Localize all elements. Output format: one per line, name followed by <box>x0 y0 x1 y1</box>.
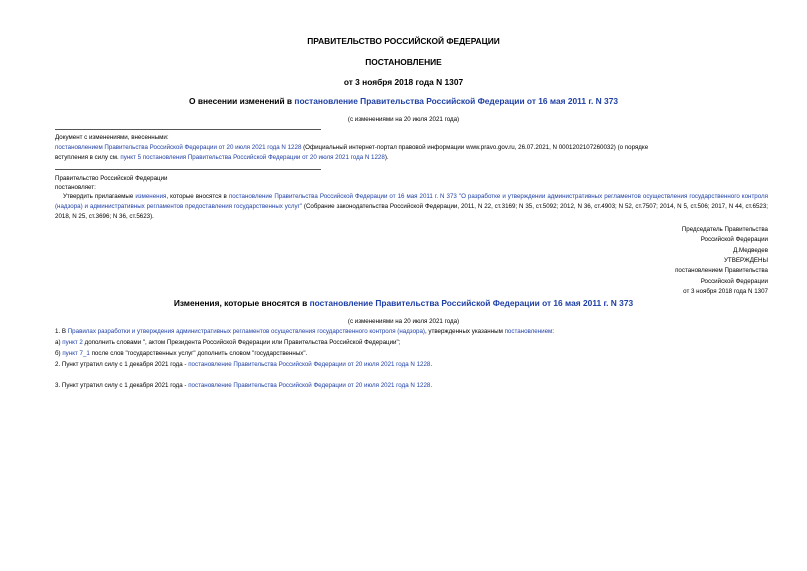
changes-revision-note: (с изменениями на 20 июля 2021 года) <box>347 318 460 325</box>
item-3 <box>55 382 432 390</box>
document-title <box>0 96 807 106</box>
changes-title <box>0 298 807 308</box>
approval-line-2: постановлением Правительства <box>675 267 768 274</box>
changes-text-2: вступления в силу см. <box>55 154 121 161</box>
resolution-373-link[interactable]: постановление Правительства Российской Федерации от 16 мая 2011 г. N 373 "О разработке и утверждении административных регламентов осуществления государственного контроля (надзора) и административных регламентов предоставления государственных услуг" <box>55 193 768 210</box>
divider <box>55 129 321 130</box>
main-paragraph <box>55 192 768 222</box>
main-paragraph-start: Утвердить прилагаемые <box>63 193 136 200</box>
government-heading: ПРАВИТЕЛЬСТВО РОССИЙСКОЙ ФЕДЕРАЦИИ <box>307 36 500 46</box>
entry-into-force-link[interactable]: пункт 5 постановления Правительства Российской Федерации от 20 июля 2021 года N 1228 <box>120 154 385 161</box>
item-3-link[interactable]: постановление Правительства Российской Федерации от 20 июля 2021 года N 1228 <box>188 382 431 389</box>
document-type: ПОСТАНОВЛЕНИЕ <box>365 57 442 67</box>
document-date-number: от 3 ноября 2018 года N 1307 <box>343 77 464 87</box>
item-2-link[interactable]: постановление Правительства Российской Федерации от 20 июля 2021 года N 1228 <box>188 361 431 368</box>
item-3-end: . <box>430 382 433 389</box>
amendments-link[interactable]: изменения <box>135 193 167 200</box>
changes-title-link[interactable]: постановление Правительства Российской Федерации от 16 мая 2011 г. N 373 <box>309 298 634 308</box>
item-1-prefix: 1. В <box>55 328 68 335</box>
approval-line-4: от 3 ноября 2018 года N 1307 <box>683 288 768 295</box>
resolves-line: постановляет: <box>55 184 96 191</box>
item-1 <box>55 328 554 336</box>
changes-text-1: (Официальный интернет-портал правовой информации www.pravo.gov.ru, 26.07.2021, N 0001202107260032) (о порядке <box>301 144 649 151</box>
main-paragraph-mid: , которые вносятся в <box>166 193 229 200</box>
item-1-mid: , утвержденных указанным <box>424 328 505 335</box>
changes-text-3: ). <box>384 154 389 161</box>
main-paragraph-end: (Собрание законодательства Российской Федерации, 2011, N 22, ст.3169; N 35, ст.5092; 2012, N 36, ст.4903; N 52, ст.7507; 2014, N 5, ст.506; 2017, N 44, ст.6523; 2018, N 25, ст.3696; N 36, ст.5623). <box>55 203 768 220</box>
divider <box>55 169 321 170</box>
item-b <box>55 350 307 358</box>
point-7-1-link[interactable]: пункт 7_1 <box>62 350 90 357</box>
document-title-link[interactable]: постановление Правительства Российской Федерации от 16 мая 2011 г. N 373 <box>294 96 619 106</box>
item-2-text: 2. Пункт утратил силу с 1 декабря 2021 года - <box>55 361 189 368</box>
item-a-prefix: а) <box>55 339 63 346</box>
document-title-prefix: О внесении изменений в <box>188 96 295 106</box>
item-b-text: после слов "государственных услуг" дополнить словом "государственных". <box>89 350 308 357</box>
signature-country: Российской Федерации <box>700 236 768 243</box>
changes-label: Документ с изменениями, внесенными: <box>55 134 169 141</box>
revision-note: (с изменениями на 20 июля 2021 года) <box>347 116 460 123</box>
government-line: Правительство Российской Федерации <box>55 175 168 182</box>
item-2 <box>55 361 432 369</box>
resolution-link[interactable]: постановлением <box>504 328 553 335</box>
amending-act-link[interactable]: постановлением Правительства Российской Федерации от 20 июля 2021 года N 1228 <box>55 144 302 151</box>
signature-title: Председатель Правительства <box>681 226 768 233</box>
point-2-link[interactable]: пункт 2 <box>62 339 83 346</box>
item-a <box>55 339 400 347</box>
rules-link[interactable]: Правилах разработки и утверждения административных регламентов осуществления государственного контроля (надзора) <box>67 328 425 335</box>
item-3-text: 3. Пункт утратил силу с 1 декабря 2021 года - <box>55 382 189 389</box>
approval-heading: УТВЕРЖДЕНЫ <box>724 257 768 264</box>
changes-paragraph <box>55 143 768 163</box>
item-a-text: дополнить словами ", актом Президента Российской Федерации или Правительства Российской Федерации"; <box>82 339 401 346</box>
changes-title-prefix: Изменения, которые вносятся в <box>173 298 310 308</box>
approval-line-3: Российской Федерации <box>700 278 768 285</box>
item-2-end: . <box>430 361 433 368</box>
item-b-prefix: б) <box>55 350 63 357</box>
signature-name: Д.Медведев <box>733 247 768 254</box>
item-1-end: : <box>552 328 555 335</box>
